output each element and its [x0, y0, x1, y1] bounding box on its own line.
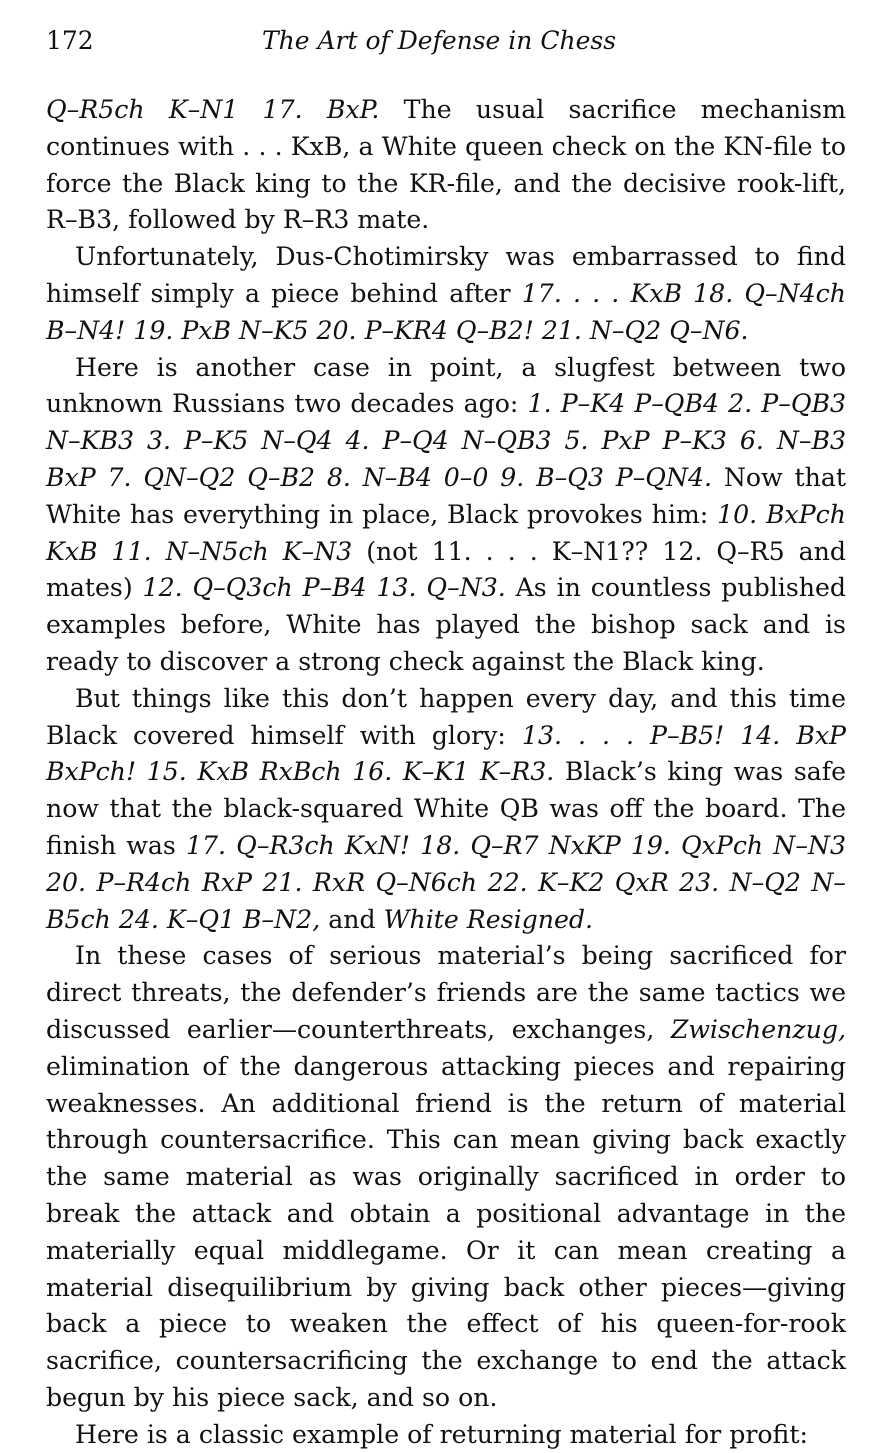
paragraph: [46, 938, 846, 1416]
text-run: elimination of the dangerous attacking pieces and repairing weaknesses. An additional friend is the return of material through countersacrifice. This can mean giving back exactly the same material as was originally sacrificed in order to break the attack and obtain a positional advantage in the materially equal middlegame. Or it can mean creating a material disequilibrium by giving back other pieces—giving back a piece to weaken the effect of his queen-for-rook sacrifice, countersacrificing the exchange to end the attack begun by his piece sack, and so on.: [46, 1051, 846, 1412]
body-text: [46, 92, 846, 1453]
page-number: 172: [46, 26, 94, 55]
text-run: But things like this don’t happen every day, and this time Black covered himself with glory:: [46, 683, 846, 750]
text-run: In these cases of serious material’s being sacrificed for direct threats, the defender’s friends are the same tactics we discussed earlier—counterthreats, exchanges,: [46, 941, 846, 1044]
book-page: [46, 26, 846, 1453]
paragraph: [46, 92, 846, 239]
paragraph: [46, 681, 846, 939]
text-run: Now that White has everything in place, Black provokes him:: [46, 462, 846, 529]
italic-text: 17. . . . KxB 18. Q–N4ch B–N4! 19. PxB N–K5 20. P–KR4 Q–B2! 21. N–Q2 Q–N6.: [46, 278, 847, 345]
paragraph: [46, 239, 846, 349]
text-run: Black’s king was safe now that the black-squared White QB was off the board. The finish was: [46, 757, 846, 860]
italic-text: Q–R5ch K–N1 17. BxP.: [46, 95, 380, 124]
text-run: Unfortunately, Dus-Chotimirsky was embarrassed to find himself simply a piece behind after: [46, 242, 846, 308]
italic-text: 12. Q–Q3ch P–B4 13. Q–N3.: [142, 573, 506, 603]
italic-text: 17. Q–R3ch KxN! 18. Q–R7 NxKP 19. QxPch N–N3 20. P–R4ch RxP 21. RxR Q–N6ch 22. K–K2 QxR 23. N–Q2 N–B5ch 24. K–Q1 B–N2,: [46, 830, 846, 934]
text-run: Here is another case in point, a slugfest between two unknown Russians two decades ago:: [46, 352, 846, 419]
paragraph: [46, 1417, 846, 1453]
text-run: The usual sacrifice mechanism continues with . . . KxB, a White queen check on the KN-file to force the Black king to the KR-file, and the decisive rook-lift, R–B3, followed by R–R3 mate.: [46, 95, 846, 235]
text-run: As in countless published examples before, White has played the bishop sack and is ready to discover a strong check against the Black king.: [46, 573, 846, 676]
text-run: Here is a classic example of returning material for profit:: [75, 1419, 808, 1449]
text-run: and: [320, 904, 384, 934]
paragraph: [46, 350, 846, 681]
italic-text: Zwischenzug,: [670, 1014, 846, 1044]
running-title: The Art of Defense in Chess: [261, 26, 617, 55]
text-run: (not 11. . . . K–N1?? 12. Q–R5 and mates): [46, 536, 846, 603]
italic-text: 1. P–K4 P–QB4 2. P–QB3 N–KB3 3. P–K5 N–Q4 4. P–Q4 N–QB3 5. PxP P–K3 6. N–B3 BxP 7. QN–Q2 Q–B2 8. N–B4 0–0 9. B–Q3 P–QN4.: [46, 389, 847, 492]
italic-text: White Resigned.: [383, 904, 594, 934]
italic-text: 13. . . . P–B5! 14. BxP BxPch! 15. KxB RxBch 16. K–K1 K–R3.: [46, 720, 846, 787]
page-header: [46, 26, 846, 68]
italic-text: 10. BxPch KxB 11. N–N5ch K–N3: [46, 499, 846, 566]
